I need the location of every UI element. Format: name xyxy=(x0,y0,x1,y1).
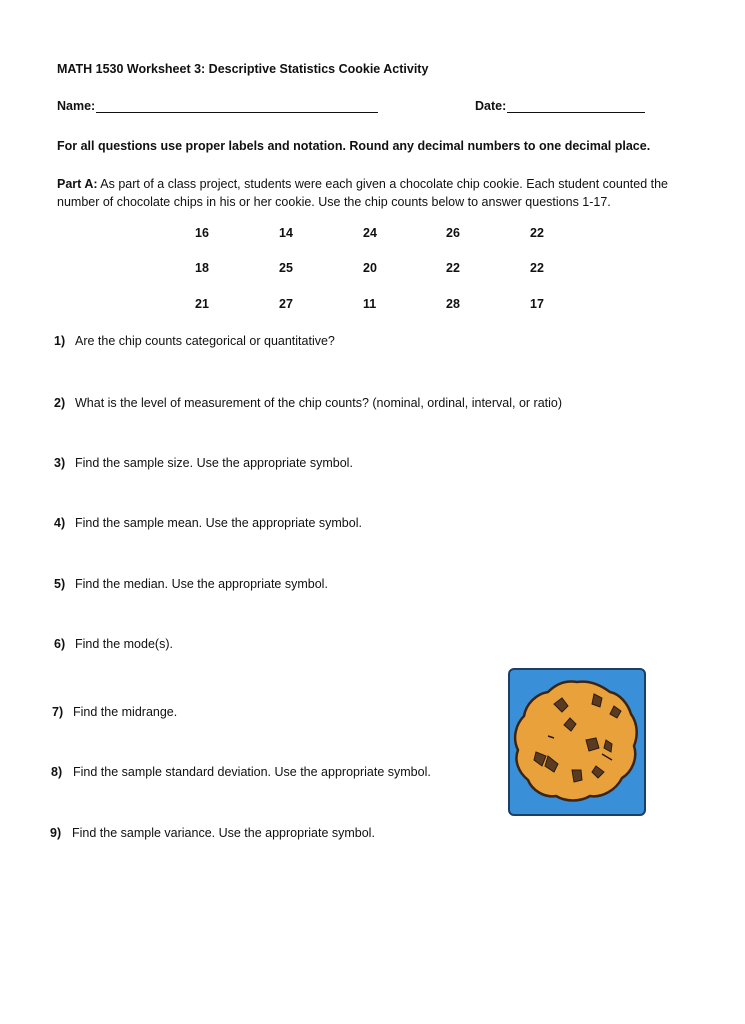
question-text: Find the sample standard deviation. Use the appropriate symbol. xyxy=(73,765,431,779)
question-number: 6) xyxy=(54,637,66,651)
part-a-text: As part of a class project, students were each given a chocolate chip cookie. Each student counted the number of chocolate chips in his or her cookie. Use the chip counts below to answer questions 1-17. xyxy=(57,177,668,209)
question-8 xyxy=(51,765,431,779)
name-field xyxy=(57,99,378,113)
question-text: Find the mode(s). xyxy=(75,637,173,651)
question-text: Find the median. Use the appropriate symbol. xyxy=(75,577,328,591)
table-cell: 24 xyxy=(363,226,377,240)
table-cell: 21 xyxy=(195,297,209,311)
table-cell: 28 xyxy=(446,297,460,311)
date-label: Date: xyxy=(475,99,507,113)
worksheet-title: MATH 1530 Worksheet 3: Descriptive Statistics Cookie Activity xyxy=(57,62,429,76)
date-blank-line xyxy=(507,100,645,113)
date-field xyxy=(475,99,645,113)
part-a-label: Part A: xyxy=(57,177,98,191)
cookie-icon xyxy=(510,670,644,814)
table-cell: 27 xyxy=(279,297,293,311)
question-2 xyxy=(54,396,562,410)
question-text: Are the chip counts categorical or quantitative? xyxy=(75,334,335,348)
question-7 xyxy=(52,705,177,719)
name-label: Name: xyxy=(57,99,96,113)
table-cell: 17 xyxy=(530,297,544,311)
question-4 xyxy=(54,516,362,530)
question-number: 4) xyxy=(54,516,66,530)
question-3 xyxy=(54,456,353,470)
table-cell: 14 xyxy=(279,226,293,240)
name-blank-line xyxy=(96,100,378,113)
question-number: 3) xyxy=(54,456,66,470)
instructions: For all questions use proper labels and notation. Round any decimal numbers to one decimal place. xyxy=(57,139,651,153)
question-number: 8) xyxy=(51,765,63,779)
table-cell: 18 xyxy=(195,261,209,275)
cookie-dough xyxy=(515,681,637,800)
table-cell: 26 xyxy=(446,226,460,240)
table-cell: 22 xyxy=(530,226,544,240)
question-text: What is the level of measurement of the chip counts? (nominal, ordinal, interval, or ratio) xyxy=(75,396,563,410)
table-cell: 22 xyxy=(530,261,544,275)
question-number: 2) xyxy=(54,396,66,410)
table-cell: 22 xyxy=(446,261,460,275)
question-6 xyxy=(54,637,173,651)
table-cell: 20 xyxy=(363,261,377,275)
question-text: Find the sample size. Use the appropriate symbol. xyxy=(75,456,353,470)
question-text: Find the sample mean. Use the appropriate symbol. xyxy=(75,516,362,530)
table-cell: 11 xyxy=(363,297,377,311)
part-a-intro xyxy=(57,175,697,211)
question-1 xyxy=(54,334,335,348)
question-number: 5) xyxy=(54,577,66,591)
question-5 xyxy=(54,577,328,591)
question-9 xyxy=(50,826,375,840)
question-text: Find the sample variance. Use the appropriate symbol. xyxy=(72,826,375,840)
question-text: Find the midrange. xyxy=(73,705,178,719)
cookie-image xyxy=(508,668,646,816)
table-cell: 25 xyxy=(279,261,293,275)
question-number: 9) xyxy=(50,826,62,840)
question-number: 7) xyxy=(52,705,64,719)
question-number: 1) xyxy=(54,334,66,348)
table-cell: 16 xyxy=(195,226,209,240)
